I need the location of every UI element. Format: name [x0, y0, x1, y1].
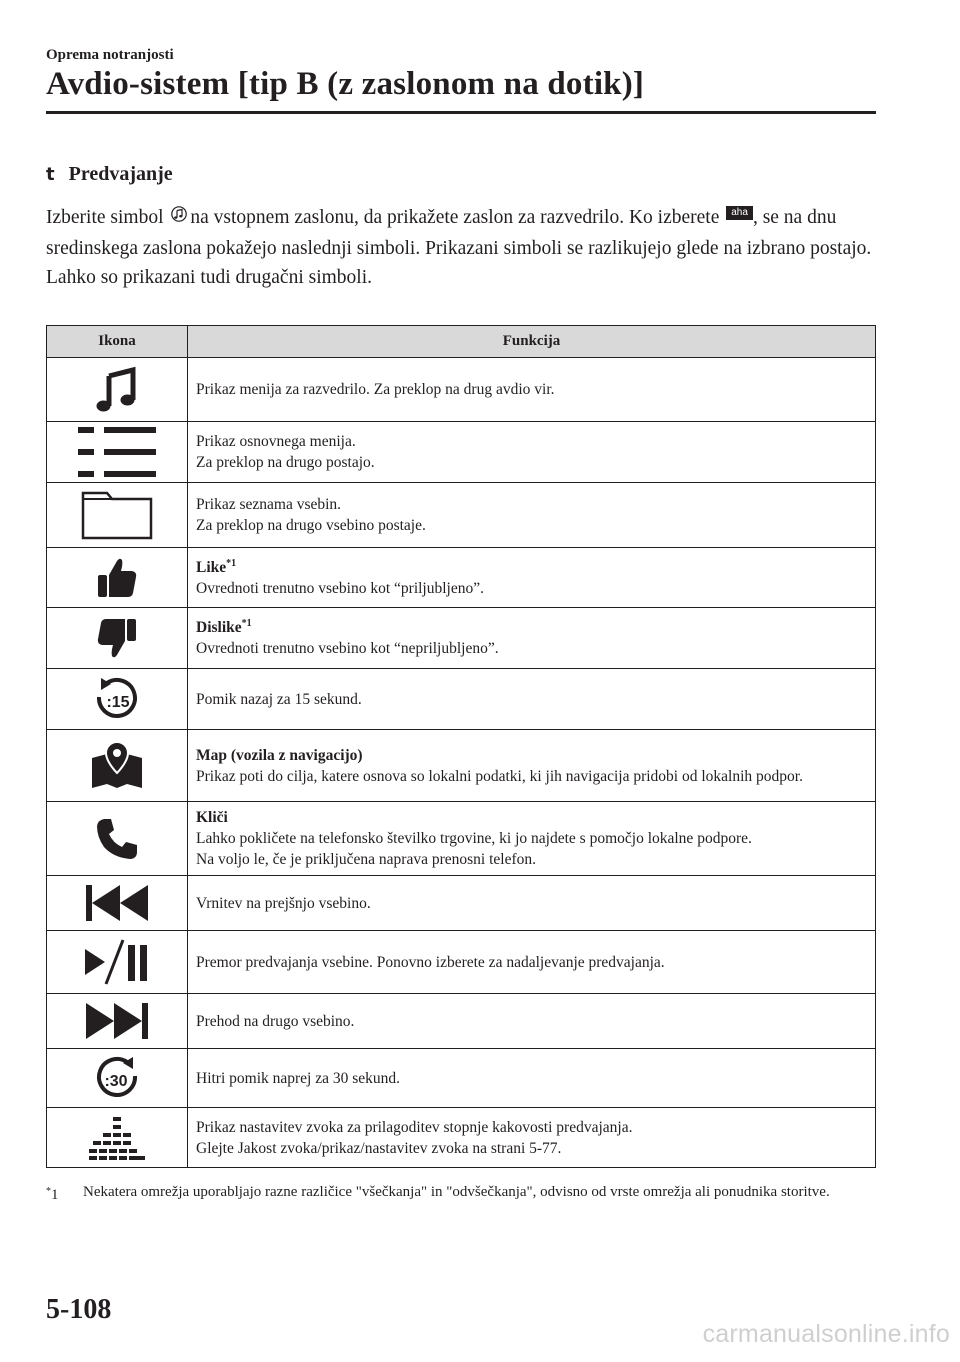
row-text: Glejte Jakost zvoka/prikaz/nastavitev zvoka na strani 5-77. — [196, 1139, 562, 1157]
row-text: Pomik nazaj za 15 sekund. — [196, 690, 362, 708]
intro-paragraph — [46, 203, 876, 263]
row-text: Na voljo le, če je priključena naprava prenosni telefon. — [196, 851, 537, 868]
footnote-mark — [46, 1180, 59, 1207]
icon-cell — [47, 931, 188, 994]
description-cell — [188, 730, 876, 802]
intro-part3: , — [752, 207, 758, 228]
next-track-icon — [84, 1001, 150, 1041]
description-cell — [188, 876, 876, 931]
music-note-icon — [92, 365, 142, 415]
table-row — [47, 1108, 876, 1168]
table-row — [47, 730, 876, 802]
thumbs-down-icon — [94, 615, 140, 661]
aha-icon: aha — [726, 206, 753, 220]
rewind-15-icon — [93, 675, 141, 723]
page-number: 5-108 — [46, 1294, 112, 1325]
subhead — [46, 163, 173, 186]
thumbs-up-icon — [94, 555, 140, 601]
table-row — [47, 876, 876, 931]
row-title-text: Like — [196, 558, 227, 576]
icon-cell — [47, 730, 188, 802]
table-row — [47, 548, 876, 608]
table-row — [47, 1049, 876, 1108]
icon-cell — [47, 358, 188, 422]
icon-cell — [47, 876, 188, 931]
svg-text::30: :30 — [104, 1073, 128, 1090]
row-text: Za preklop na drugo postajo. — [196, 454, 375, 471]
table-header-row — [47, 326, 876, 358]
description-cell — [188, 422, 876, 483]
map-pin-icon — [90, 740, 144, 792]
table-row — [47, 483, 876, 548]
description-cell — [188, 669, 876, 730]
table-row — [47, 669, 876, 730]
footnote-asterisk: * — [46, 1186, 51, 1197]
section-label: Oprema notranjosti — [46, 47, 174, 63]
row-text: Prikaz nastavitev zvoka za prilagoditev stopnje kakovosti predvajanja. — [196, 1118, 633, 1136]
description-cell — [188, 994, 876, 1049]
footnote-ref: *1 — [226, 557, 237, 569]
footnote-text: Nekatera omrežja uporabljajo razne različice "všečkanja" in "odvšečkanja", odvisno od vrste omrežja ali ponudnika storitve. — [83, 1184, 830, 1200]
table-row — [47, 608, 876, 669]
description-cell — [188, 1108, 876, 1168]
subhead-title: Predvajanje — [68, 163, 173, 185]
icon-cell — [47, 1108, 188, 1168]
row-title: Map (vozila z navigacijo) — [196, 746, 363, 764]
icon-cell — [47, 483, 188, 548]
row-text: Vrnitev na prejšnjo vsebino. — [196, 894, 371, 912]
page-title: Avdio-sistem [tip B (z zaslonom na dotik)] — [46, 66, 645, 102]
svg-text::15: :15 — [106, 694, 130, 711]
row-text: Premor predvajanja vsebine. Ponovno izberete za nadaljevanje predvajanja. — [196, 953, 665, 971]
row-title: Kliči — [196, 809, 228, 826]
row-title-text: Dislike — [196, 619, 242, 636]
row-text: Za preklop na drugo vsebino postaje. — [196, 517, 426, 534]
intro-text — [46, 203, 876, 292]
intro-note: Lahko so prikazani tudi drugačni simboli. — [46, 267, 373, 288]
row-text: Prikaz seznama vsebin. — [196, 496, 342, 513]
title-rule — [46, 111, 876, 114]
row-text: Lahko pokličete na telefonsko številko trgovine, ki jo najdete s pomočjo lokalne podpore. — [196, 830, 752, 847]
row-text: Prikaz osnovnega menija. — [196, 433, 356, 450]
folder-icon — [81, 490, 153, 540]
list-menu-icon — [78, 425, 156, 479]
column-header-function: Funkcija — [188, 326, 876, 358]
sound-settings-icon — [89, 1115, 145, 1161]
row-text: Ovrednoti trenutno vsebino kot “nepriljubljeno”. — [196, 640, 499, 657]
table-row — [47, 931, 876, 994]
icon-cell — [47, 422, 188, 483]
description-cell — [188, 802, 876, 876]
row-text: Ovrednoti trenutno vsebino kot “priljubljeno”. — [196, 579, 484, 597]
footnote-ref: *1 — [241, 618, 252, 629]
icon-cell — [47, 1049, 188, 1108]
row-text: Prikaz menija za razvedrilo. Za preklop na drug avdio vir. — [196, 381, 555, 398]
phone-icon — [94, 816, 140, 862]
forward-30-icon — [93, 1054, 141, 1102]
table-row — [47, 422, 876, 483]
music-note-inline-icon — [171, 205, 187, 234]
description-cell — [188, 358, 876, 422]
previous-track-icon — [84, 883, 150, 923]
icon-cell — [47, 669, 188, 730]
icon-cell — [47, 548, 188, 608]
description-cell — [188, 548, 876, 608]
row-text: Prehod na drugo vsebino. — [196, 1012, 355, 1030]
icon-cell — [47, 802, 188, 876]
column-header-icon: Ikona — [47, 326, 188, 358]
intro-part4: se na dnu sredinskega zaslona pokažejo naslednji simboli. Prikazani simboli se razlikujejo glede na izbrano postajo. — [46, 207, 872, 259]
icon-cell — [47, 608, 188, 669]
watermark: carmanualsonline.info — [702, 1320, 950, 1348]
row-title — [196, 557, 867, 578]
description-cell — [188, 483, 876, 548]
footnote — [46, 1180, 876, 1204]
table-row — [47, 994, 876, 1049]
icon-cell — [47, 994, 188, 1049]
footnote-number: 1 — [51, 1187, 59, 1203]
description-cell — [188, 1049, 876, 1108]
play-pause-icon — [83, 937, 151, 987]
intro-part2: na vstopnem zaslonu, da prikažete zaslon za razvedrilo. Ko izberete — [190, 207, 720, 228]
description-cell — [188, 931, 876, 994]
intro-part1: Izberite simbol — [46, 207, 164, 228]
function-table — [46, 325, 876, 1168]
row-text: Prikaz poti do cilja, katere osnova so lokalni podatki, ki jih navigacija pridobi od lokalnih podpor. — [196, 767, 803, 785]
table-row — [47, 802, 876, 876]
description-cell — [188, 608, 876, 669]
subhead-bullet: t — [46, 164, 55, 185]
table-row — [47, 358, 876, 422]
row-text: Hitri pomik naprej za 30 sekund. — [196, 1069, 401, 1087]
row-title — [196, 617, 867, 638]
